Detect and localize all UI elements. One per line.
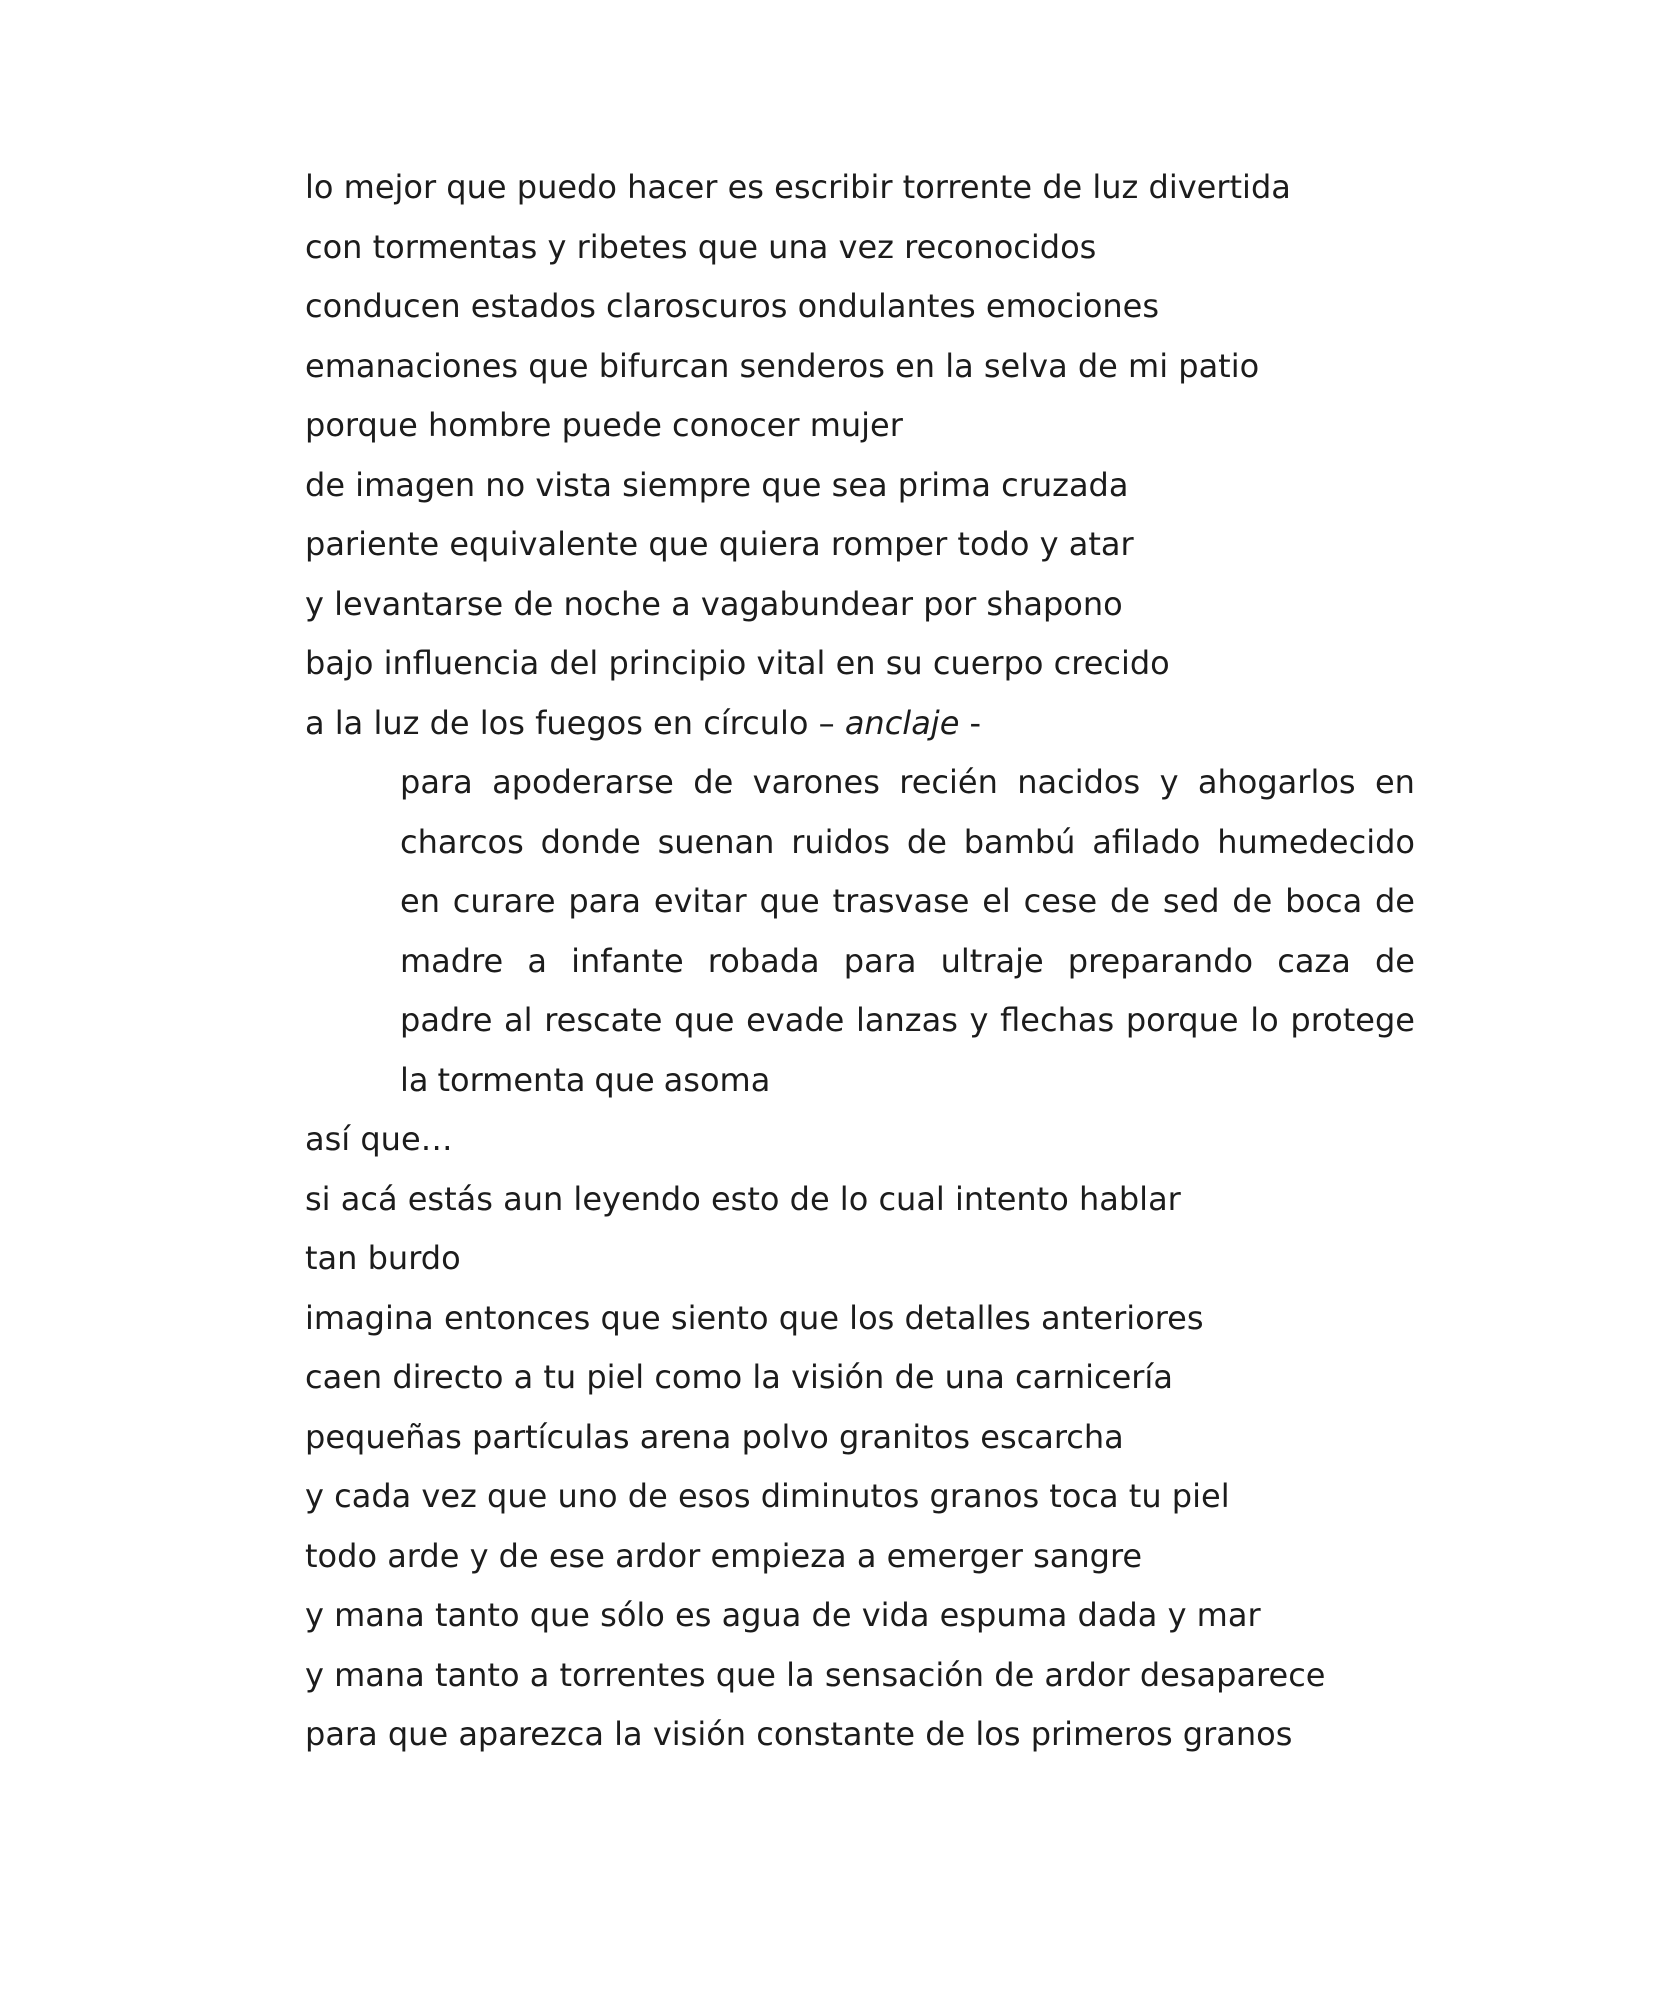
word: de <box>1374 882 1415 920</box>
word: y <box>1159 763 1179 801</box>
word: evitar <box>653 882 747 920</box>
word: charcos <box>400 822 524 861</box>
poem-line: y mana tanto a torrentes que la sensación de ardor desaparece <box>305 1655 1326 1694</box>
word: para <box>568 882 642 920</box>
word: la <box>400 1060 429 1099</box>
word: varones <box>752 763 880 801</box>
indented-line <box>400 991 1415 1051</box>
word: para <box>843 941 917 980</box>
poem-line: para que aparezca la visión constante de los primeros granos <box>305 1715 1293 1753</box>
word: de <box>1374 941 1415 980</box>
word: que <box>594 1060 655 1099</box>
word: bambú <box>963 822 1076 861</box>
word: protege <box>1290 1001 1415 1039</box>
indented-line <box>400 932 1415 992</box>
word: infante <box>571 941 684 980</box>
anchor-line-dash: - <box>959 703 982 742</box>
poem-line: porque hombre puede conocer mujer <box>305 406 903 444</box>
poem-line: y mana tanto que sólo es agua de vida espuma dada y mar <box>305 1596 1261 1634</box>
word: donde <box>540 822 641 861</box>
word: en <box>400 882 440 920</box>
poem-body <box>305 158 1415 1765</box>
indented-line <box>400 872 1415 932</box>
word: suenan <box>657 822 775 861</box>
poem-line: de imagen no vista siempre que sea prima cruzada <box>305 465 1129 504</box>
word: para <box>400 763 473 801</box>
word: madre <box>400 941 504 980</box>
word: nacidos <box>1017 763 1141 801</box>
word: que <box>674 1001 735 1039</box>
word: de <box>906 822 947 861</box>
word: preparando <box>1067 941 1254 980</box>
word: trasvase <box>832 882 970 920</box>
anchor-italic-word: anclaje <box>844 703 960 742</box>
word: caza <box>1277 941 1351 980</box>
word: ruidos <box>791 822 891 861</box>
word: ahogarlos <box>1197 763 1356 801</box>
poem-line: si acá estás aun leyendo esto de lo cual intento hablar <box>305 1179 1181 1218</box>
word: ultraje <box>940 941 1044 980</box>
word: humedecido <box>1217 822 1415 861</box>
word: tormenta <box>437 1060 586 1099</box>
word: rescate <box>544 1001 663 1039</box>
word: robada <box>707 941 820 980</box>
word: evade <box>746 1001 845 1039</box>
word: el <box>982 882 1011 920</box>
poem-line: emanaciones que bifurcan senderos en la selva de mi patio <box>305 346 1260 385</box>
word: curare <box>452 882 556 920</box>
anchor-line <box>305 694 1415 754</box>
word: al <box>504 1001 533 1039</box>
word: que <box>759 882 820 920</box>
word: cese <box>1023 882 1098 920</box>
indented-block <box>400 753 1415 1110</box>
poem-line: bajo influencia del principio vital en su cuerpo crecido <box>305 644 1170 682</box>
word: porque <box>1125 1001 1239 1039</box>
indented-line <box>400 1051 1415 1111</box>
word: de <box>1110 882 1151 920</box>
word: y <box>969 1001 989 1039</box>
poem-line: así que… <box>305 1120 453 1158</box>
poem-line: conducen estados claroscuros ondulantes emociones <box>305 287 1160 325</box>
word: flechas <box>1000 1001 1115 1039</box>
word: sed <box>1162 882 1220 920</box>
poem-line: lo mejor que puedo hacer es escribir torrente de luz divertida <box>305 168 1291 206</box>
anchor-line-text: a la luz de los fuegos en círculo – <box>305 703 845 742</box>
word: a <box>527 941 547 980</box>
poem-line: con tormentas y ribetes que una vez reconocidos <box>305 227 1097 266</box>
word: lo <box>1250 1001 1279 1039</box>
word: lanzas <box>856 1001 958 1039</box>
poem-line: y cada vez que uno de esos diminutos granos toca tu piel <box>305 1477 1230 1515</box>
poem-line: caen directo a tu piel como la visión de una carnicería <box>305 1358 1173 1396</box>
poem-line: pequeñas partículas arena polvo granitos escarcha <box>305 1417 1124 1456</box>
word: padre <box>400 1001 493 1039</box>
indented-line <box>400 753 1415 813</box>
poem-line: todo arde y de ese ardor empieza a emerger sangre <box>305 1536 1143 1575</box>
word: de <box>693 763 734 801</box>
poem-line: pariente equivalente que quiera romper todo y atar <box>305 525 1134 563</box>
word: en <box>1374 763 1415 801</box>
word: boca <box>1285 882 1363 920</box>
word: apoderarse <box>492 763 674 801</box>
poem-line: imagina entonces que siento que los detalles anteriores <box>305 1298 1204 1337</box>
word: asoma <box>663 1060 771 1099</box>
poem-line: y levantarse de noche a vagabundear por shapono <box>305 584 1123 623</box>
word: de <box>1232 882 1273 920</box>
poem-line: tan burdo <box>305 1239 461 1277</box>
word: recién <box>899 763 998 801</box>
indented-line <box>400 813 1415 873</box>
word: afilado <box>1092 822 1201 861</box>
